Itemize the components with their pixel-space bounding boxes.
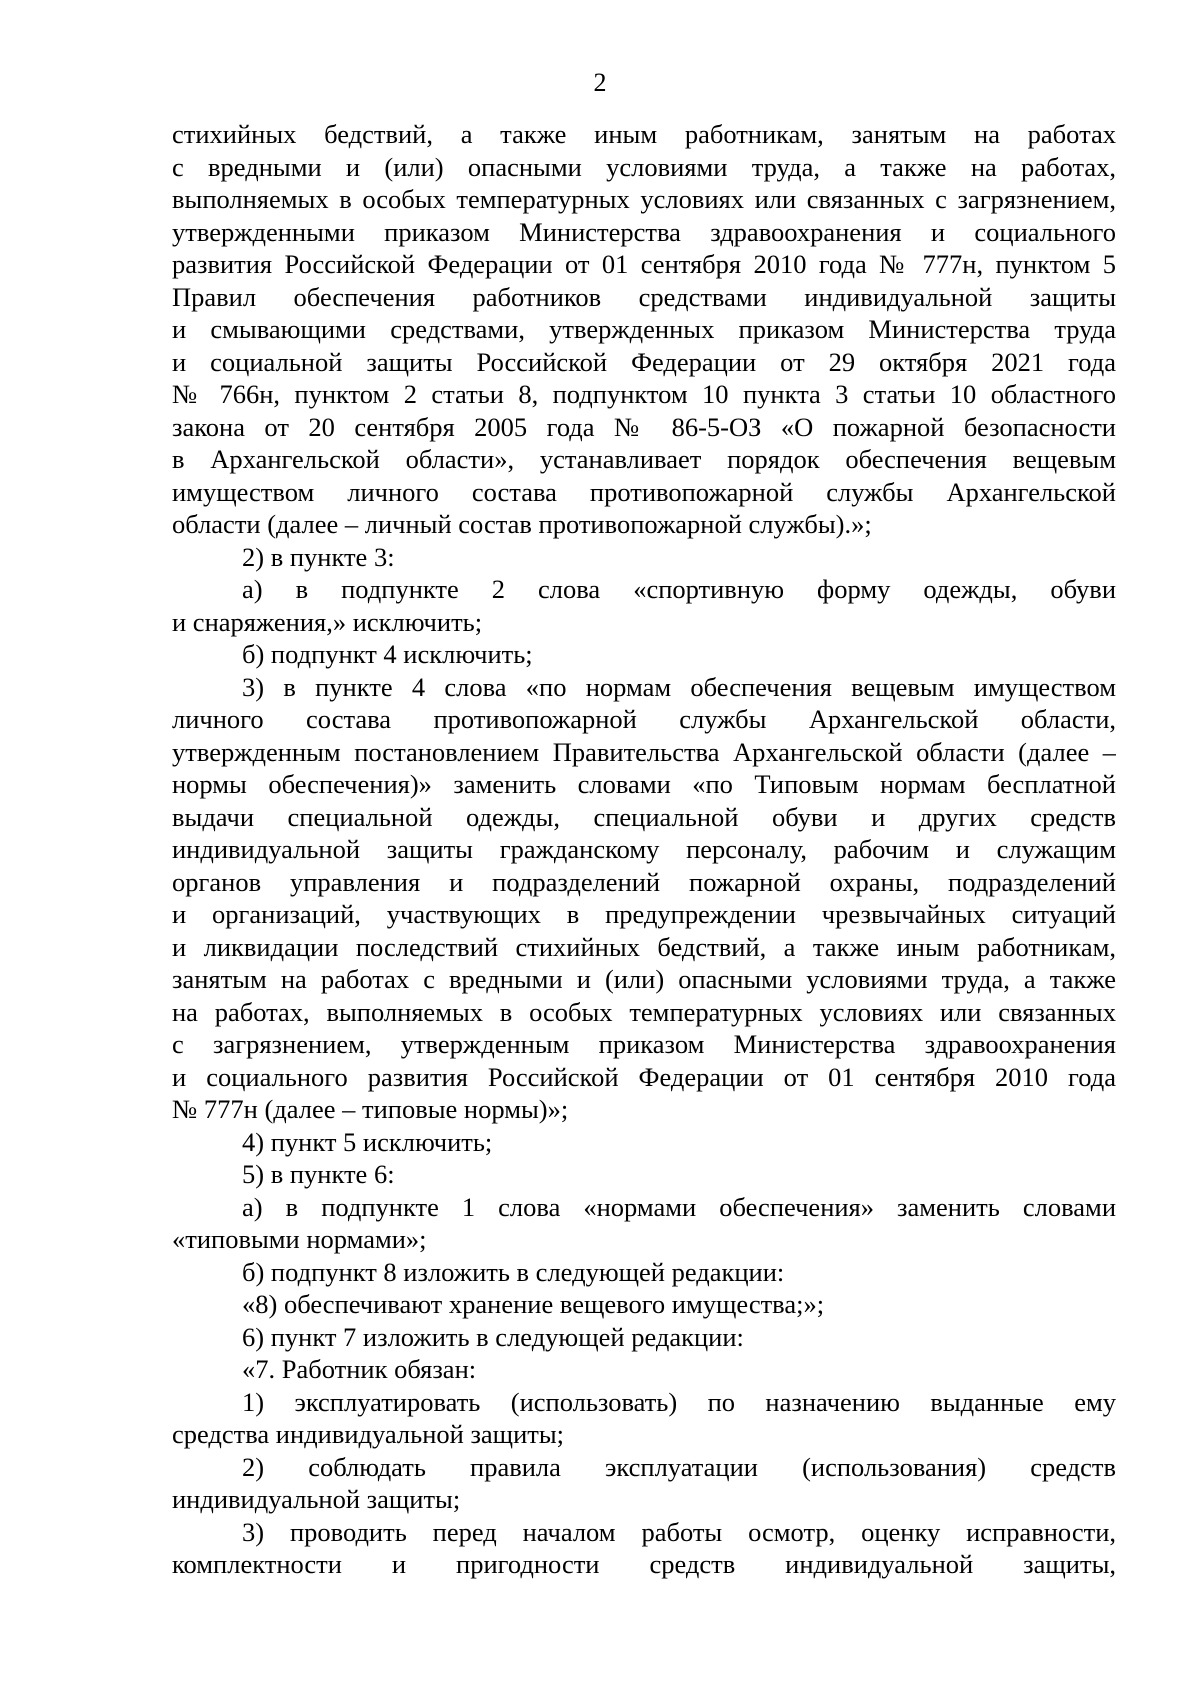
text-line: нормы обеспечения)» заменить словами «по Типовым нормам бесплатной [172, 769, 1116, 799]
text-line: развития Российской Федерации от 01 сентября 2010 года № 777н, пунктом 5 [172, 249, 1116, 279]
text-line: а) в подпункте 1 слова «нормами обеспечения» заменить словами [242, 1191, 1116, 1222]
text-line: стихийных бедствий, а также иным работникам, занятым на работах [172, 119, 1116, 149]
text-line: 3) проводить перед началом работы осмотр, оценку исправности, [242, 1516, 1116, 1547]
text-line: 3) в пункте 4 слова «по нормам обеспечения вещевым имуществом [242, 671, 1116, 702]
text-line: личного состава противопожарной службы Архангельской области, [172, 704, 1116, 734]
text-line: занятым на работах с вредными и (или) опасными условиями труда, а также [172, 964, 1116, 994]
text-line: области (далее – личный состав противопожарной службы).»; [172, 509, 872, 539]
text-line: утвержденным постановлением Правительства Архангельской области (далее – [172, 736, 1116, 767]
text-line: закона от 20 сентября 2005 года № 86-5-ОЗ «О пожарной безопасности [172, 411, 1116, 442]
text-line: 2) соблюдать правила эксплуатации (использования) средств [242, 1451, 1116, 1482]
text-line: на работах, выполняемых в особых температурных условиях или связанных [172, 996, 1116, 1027]
text-line: комплектности и пригодности средств индивидуальной защиты, [172, 1549, 1116, 1579]
text-line: 1) эксплуатировать (использовать) по назначению выданные ему [242, 1386, 1116, 1417]
text-line: а) в подпункте 2 слова «спортивную форму одежды, обуви [242, 574, 1116, 604]
text-line: «7. Работник обязан: [242, 1354, 477, 1384]
text-line: и ликвидации последствий стихийных бедствий, а также иным работникам, [172, 931, 1116, 962]
text-line: с вредными и (или) опасными условиями труда, а также на работах, [172, 151, 1116, 182]
text-line: выполняемых в особых температурных условиях или связанных с загрязнением, [172, 184, 1116, 214]
text-line: и социальной защиты Российской Федерации от 29 октября 2021 года [172, 346, 1116, 377]
text-line: «8) обеспечивают хранение вещевого имущества;»; [242, 1289, 825, 1319]
text-line: выдачи специальной одежды, специальной обуви и других средств [172, 801, 1116, 832]
text-line: Правил обеспечения работников средствами индивидуальной защиты [172, 281, 1116, 312]
text-line: № 777н (далее – типовые нормы)»; [172, 1094, 569, 1124]
text-line: имуществом личного состава противопожарной службы Архангельской [172, 476, 1116, 507]
text-line: индивидуальной защиты гражданскому персоналу, рабочим и служащим [172, 834, 1116, 864]
text-line: б) подпункт 8 изложить в следующей редакции: [242, 1256, 785, 1287]
text-line: утвержденными приказом Министерства здравоохранения и социального [172, 216, 1116, 247]
text-line: 5) в пункте 6: [242, 1159, 395, 1189]
page-number: 2 [593, 68, 607, 97]
text-line: б) подпункт 4 исключить; [242, 639, 533, 669]
text-line: «типовыми нормами»; [172, 1224, 427, 1254]
text-line: индивидуальной защиты; [172, 1484, 461, 1514]
text-line: и смывающими средствами, утвержденных приказом Министерства труда [172, 314, 1116, 344]
text-line: и снаряжения,» исключить; [172, 606, 483, 637]
text-line: в Архангельской области», устанавливает порядок обеспечения вещевым [172, 444, 1116, 474]
document-body [172, 118, 1116, 1581]
text-line: № 766н, пунктом 2 статьи 8, подпунктом 10 пункта 3 статьи 10 областного [172, 379, 1116, 409]
text-line: средства индивидуальной защиты; [172, 1419, 565, 1449]
text-line: и социального развития Российской Федерации от 01 сентября 2010 года [172, 1061, 1116, 1092]
text-line: 2) в пункте 3: [242, 541, 395, 572]
text-line: 6) пункт 7 изложить в следующей редакции: [242, 1321, 744, 1352]
text-line: и организаций, участвующих в предупреждении чрезвычайных ситуаций [172, 899, 1116, 929]
text-line: 4) пункт 5 исключить; [242, 1126, 493, 1157]
text-line: органов управления и подразделений пожарной охраны, подразделений [172, 866, 1116, 897]
text-line: с загрязнением, утвержденным приказом Министерства здравоохранения [172, 1029, 1116, 1059]
